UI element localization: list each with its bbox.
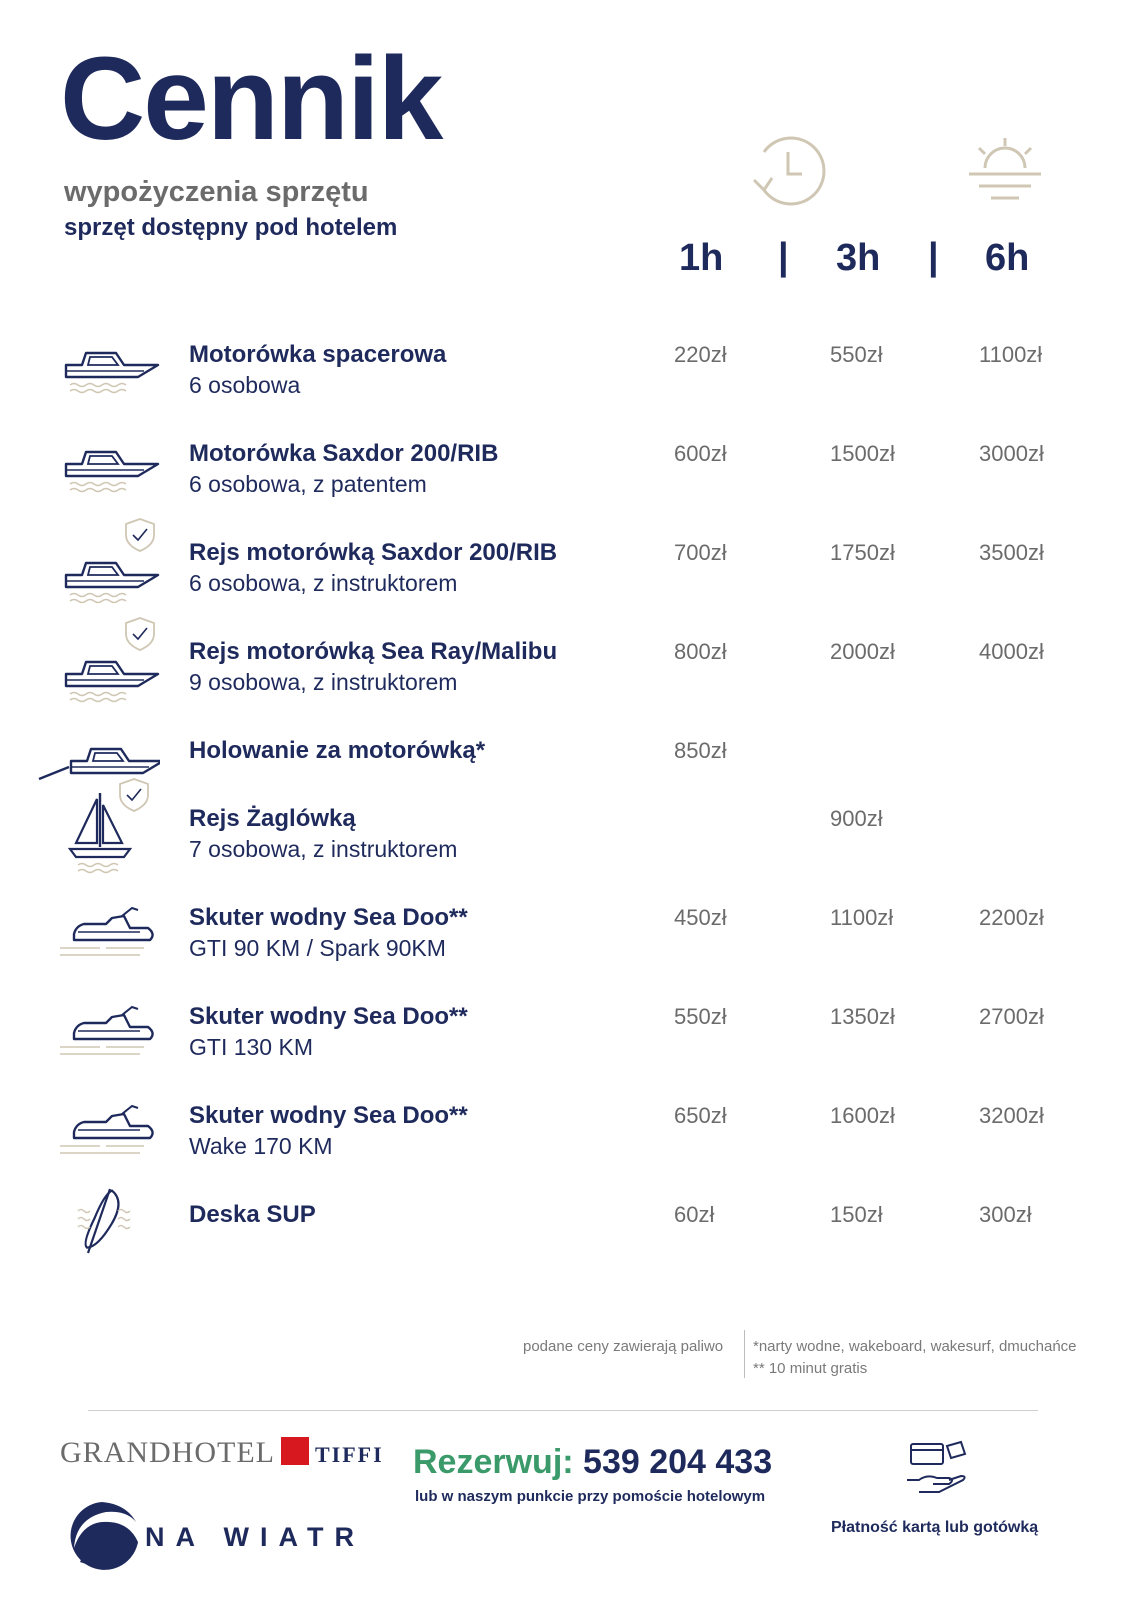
price-6h: 2700zł [979, 1004, 1044, 1029]
phone-number[interactable]: 539 204 433 [583, 1443, 773, 1481]
red-square-icon [281, 1437, 309, 1465]
price-row [0, 1102, 1131, 1192]
price-row [0, 638, 1131, 728]
column-separator: | [928, 236, 939, 278]
motorboat-icon [40, 430, 160, 510]
item-description: 7 osobowa, z instruktorem [189, 836, 458, 862]
item-description: 9 osobowa, z instruktorem [189, 669, 458, 695]
price-1h: 850zł [674, 738, 727, 763]
jetski-icon [40, 993, 160, 1073]
sailboat-icon [40, 775, 160, 875]
item-description: 6 osobowa, z patentem [189, 471, 427, 497]
card-payment-icon [903, 1440, 975, 1500]
column-header-3h: 3h [836, 237, 881, 279]
price-row [0, 1201, 1131, 1291]
item-description: GTI 90 KM / Spark 90KM [189, 935, 446, 961]
price-1h: 220zł [674, 342, 727, 367]
price-1h: 60zł [674, 1202, 715, 1227]
footnote-double-asterisk: ** 10 minut gratis [753, 1360, 868, 1377]
price-1h: 600zł [674, 441, 727, 466]
item-name: Skuter wodny Sea Doo** [189, 1102, 468, 1129]
item-name: Rejs motorówką Sea Ray/Malibu [189, 638, 558, 665]
sunrise-icon [965, 134, 1045, 206]
price-6h: 2200zł [979, 905, 1044, 930]
item-description: Wake 170 KM [189, 1133, 333, 1159]
price-row [0, 341, 1131, 431]
price-6h: 3000zł [979, 441, 1044, 466]
reservation-line [413, 1443, 772, 1482]
motorboat-icon [40, 331, 160, 411]
item-name: Motorówka Saxdor 200/RIB [189, 440, 499, 467]
price-row [0, 440, 1131, 530]
price-3h: 1600zł [830, 1103, 895, 1128]
item-name: Rejs motorówką Saxdor 200/RIB [189, 539, 558, 566]
footer-divider [88, 1410, 1038, 1411]
item-name: Motorówka spacerowa [189, 341, 447, 368]
price-6h: 300zł [979, 1202, 1032, 1227]
page-subtitle: wypożyczenia sprzętu [64, 176, 369, 208]
na-wiatr-logo-text: NA WIATR [145, 1522, 365, 1552]
price-1h: 550zł [674, 1004, 727, 1029]
price-3h: 150zł [830, 1202, 883, 1227]
item-name: Skuter wodny Sea Doo** [189, 904, 468, 931]
price-row [0, 539, 1131, 629]
price-3h: 550zł [830, 342, 883, 367]
price-3h: 900zł [830, 806, 883, 831]
price-6h: 1100zł [979, 342, 1043, 367]
price-3h: 1350zł [830, 1004, 895, 1029]
price-1h: 700zł [674, 540, 727, 565]
clock-icon [740, 134, 830, 214]
item-description: 6 osobowa [189, 372, 301, 398]
footnote-asterisk: *narty wodne, wakeboard, wakesurf, dmuchańce [753, 1338, 1077, 1355]
item-name: Holowanie za motorówką* [189, 737, 486, 764]
jetski-icon [40, 894, 160, 974]
tiffi-logo-text: TIFFI [314, 1442, 384, 1467]
price-row [0, 904, 1131, 994]
price-1h: 800zł [674, 639, 727, 664]
price-row [0, 1003, 1131, 1093]
motorboat-instructor-icon [40, 604, 160, 708]
price-6h: 4000zł [979, 639, 1044, 664]
payment-methods: Płatność kartą lub gotówką [831, 1519, 1039, 1536]
price-6h: 3500zł [979, 540, 1044, 565]
page-subtitle-secondary: sprzęt dostępny pod hotelem [64, 214, 398, 241]
price-3h: 2000zł [830, 639, 895, 664]
motorboat-instructor-icon [40, 505, 160, 609]
sup-board-icon [40, 1181, 160, 1261]
item-name: Rejs Żaglówką [189, 805, 356, 832]
price-row [0, 805, 1131, 895]
column-separator: | [778, 236, 789, 278]
item-name: Skuter wodny Sea Doo** [189, 1003, 468, 1030]
grandhotel-logo-text: GRANDHOTEL [60, 1436, 275, 1469]
grandhotel-logo [60, 1436, 384, 1470]
wave-logo-icon [62, 1500, 142, 1572]
column-header-6h: 6h [985, 237, 1030, 279]
item-name: Deska SUP [189, 1201, 316, 1228]
price-6h: 3200zł [979, 1103, 1044, 1128]
item-description: GTI 130 KM [189, 1034, 313, 1060]
fuel-note: podane ceny zawierają paliwo [523, 1338, 724, 1355]
price-3h: 1750zł [830, 540, 895, 565]
reservation-subtext: lub w naszym punkcie przy pomoście hotelowym [415, 1488, 766, 1505]
price-1h: 650zł [674, 1103, 727, 1128]
item-description: 6 osobowa, z instruktorem [189, 570, 458, 596]
price-3h: 1100zł [830, 905, 894, 930]
price-1h: 450zł [674, 905, 727, 930]
column-header-1h: 1h [679, 237, 724, 279]
price-3h: 1500zł [830, 441, 895, 466]
notes-divider [744, 1330, 745, 1378]
reservation-label: Rezerwuj: [413, 1443, 574, 1481]
jetski-icon [40, 1092, 160, 1172]
page-title: Cennik [60, 33, 442, 165]
